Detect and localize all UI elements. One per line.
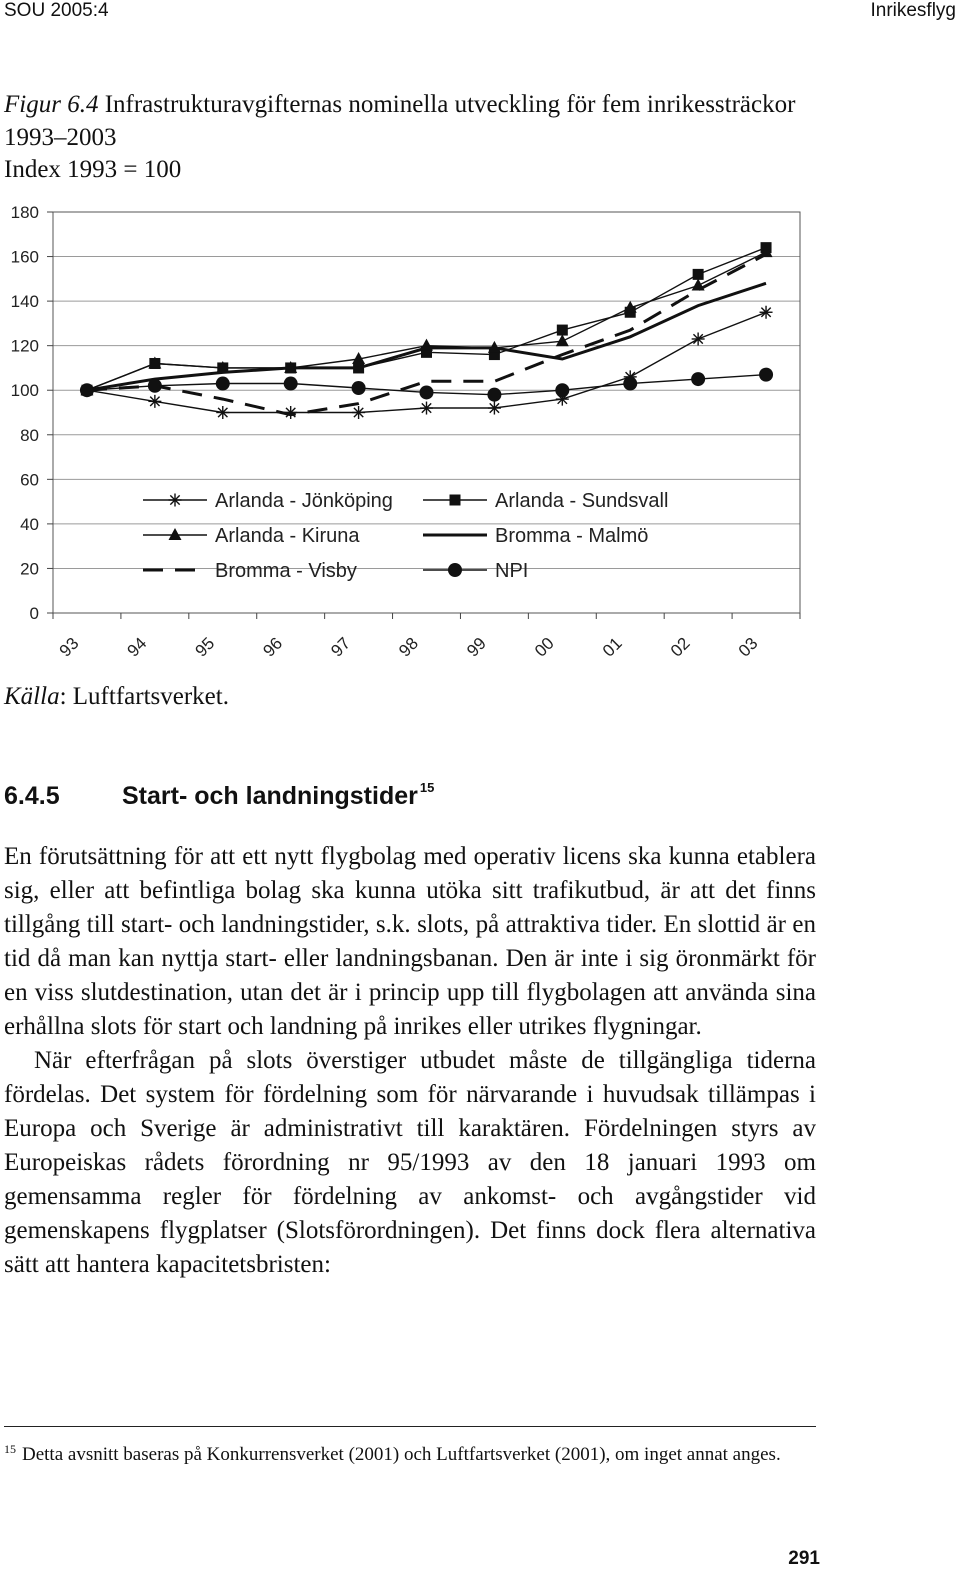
y-tick-label: 160	[10, 247, 39, 267]
x-tick-label: 02	[666, 633, 694, 661]
data-point-asterisk	[760, 306, 773, 319]
paragraph-2: När efterfrågan på slots överstiger utbudet måste de tillgängliga tiderna fördelas. Det system för fördelning som för närvarande i huvudsak tillämpas i Europa och Sverige är administrativt till karaktären. Fördelningen styrs av Europeiskas rådets förordning nr 95/1993 av den 18 januari 1993 om gemensamma regler för fördelning av ankomst- och avgångstider vid gemenskapens flygplatser (Slotsförordningen). Det finns dock flera alternativa sätt att hantera kapacitetsbristen:	[4, 1047, 816, 1278]
y-tick-label: 120	[10, 336, 39, 356]
figure-subtitle: Index 1993 = 100	[4, 156, 182, 183]
series	[80, 242, 773, 419]
data-point-circle	[759, 368, 773, 382]
legend-label: Bromma - Visby	[215, 560, 357, 582]
paragraph-1: En förutsättning för att ett nytt flygbolag med operativ licens ska kunna etablera sig, eller att befintliga bolag ska kunna utöka sitt trafikutbud, är att det finns tillgång till start- och landningstider, s.k. slots, på attraktiva tider. En slottid är en tid då man kan nyttja start- eller landningsbanan. Den är inte i sig öronmärkt för en viss slutdestination, utan det är i princip upp till flygbolagen att använda sina erhållna slots för start och landning på inrikes eller utrikes flygningar.	[4, 843, 816, 1040]
data-point-circle	[420, 385, 434, 399]
data-point-circle	[623, 377, 637, 391]
legend-entry	[423, 525, 648, 547]
data-point-circle	[80, 383, 94, 397]
y-tick-label: 80	[20, 425, 39, 445]
data-point-circle	[148, 379, 162, 393]
data-point-square	[693, 269, 704, 280]
x-tick-label: 98	[395, 633, 423, 661]
figure-title	[4, 88, 804, 154]
legend-label: NPI	[495, 560, 529, 582]
page-number: 291	[788, 1548, 820, 1569]
legend-entry	[143, 490, 393, 512]
running-header-left: SOU 2005:4	[4, 0, 109, 21]
footnote-reference: 15	[419, 780, 435, 795]
section-number: 6.4.5	[4, 782, 60, 810]
data-point-asterisk	[420, 402, 433, 415]
section-title: Start- och landningstider	[122, 782, 418, 810]
y-tick-label: 140	[10, 292, 39, 312]
legend-entry	[143, 525, 360, 547]
y-tick-label: 0	[29, 604, 39, 623]
data-point-asterisk	[148, 395, 161, 408]
x-tick-label: 95	[191, 633, 219, 661]
x-tick-label: 00	[531, 633, 558, 661]
legend-label: Arlanda - Sundsvall	[495, 490, 669, 512]
x-tick-label: 01	[598, 633, 626, 661]
data-point-circle	[448, 563, 462, 577]
figure-source	[4, 683, 229, 711]
x-tick-label: 97	[327, 633, 355, 661]
data-point-square	[450, 495, 461, 506]
data-point-circle	[555, 383, 569, 397]
section-heading	[4, 780, 434, 811]
series-arlanda-j-nk-ping	[80, 306, 772, 419]
data-point-circle	[284, 377, 298, 391]
x-tick-label: 93	[55, 633, 83, 661]
y-tick-label: 60	[20, 470, 39, 490]
body-text	[4, 840, 816, 1282]
line-chart	[0, 190, 820, 680]
data-point-asterisk	[692, 332, 705, 345]
legend-entry	[143, 560, 357, 582]
data-point-circle	[691, 372, 705, 386]
source-text: : Luftfartsverket.	[59, 683, 229, 710]
x-tick-label: 96	[259, 633, 287, 661]
legend-entry	[423, 490, 668, 512]
x-axis-ticks	[53, 613, 800, 661]
running-header-right: Inrikesflyg	[870, 0, 956, 21]
footnote-number: 15	[4, 1442, 16, 1456]
y-tick-label: 40	[20, 514, 39, 534]
data-point-asterisk	[488, 402, 501, 415]
data-point-asterisk	[169, 494, 182, 507]
footnote	[4, 1437, 816, 1467]
legend-label: Arlanda - Kiruna	[215, 525, 360, 547]
series-npi	[80, 368, 773, 402]
data-point-circle	[216, 377, 230, 391]
y-tick-label: 180	[10, 203, 39, 222]
y-tick-label: 100	[10, 381, 39, 401]
data-point-asterisk	[352, 406, 365, 419]
footnote-divider	[4, 1426, 816, 1427]
footnote-text: Detta avsnitt baseras på Konkurrensverket (2001) och Luftfartsverket (2001), om inget annat anges.	[22, 1444, 781, 1465]
source-label: Källa	[4, 683, 60, 710]
series-bromma-malm	[87, 283, 766, 390]
series-line	[87, 248, 766, 391]
data-point-triangle	[556, 334, 569, 346]
data-point-circle	[352, 381, 366, 395]
y-axis-ticks	[11, 203, 53, 623]
data-point-circle	[487, 388, 501, 402]
y-tick-label: 20	[20, 559, 39, 579]
x-tick-label: 03	[734, 633, 762, 661]
data-point-square	[557, 325, 568, 336]
figure-title-text: Infrastrukturavgifternas nominella utveckling för fem inrikessträckor 1993–2003	[4, 91, 796, 151]
figure-label: Figur 6.4	[4, 91, 99, 118]
data-point-triangle	[169, 528, 182, 540]
legend-label: Bromma - Malmö	[495, 525, 649, 547]
legend-entry	[423, 560, 528, 582]
x-tick-label: 99	[463, 633, 490, 661]
data-point-asterisk	[216, 406, 229, 419]
legend-label: Arlanda - Jönköping	[215, 490, 393, 512]
x-tick-label: 94	[123, 633, 151, 661]
series-line	[87, 283, 766, 390]
